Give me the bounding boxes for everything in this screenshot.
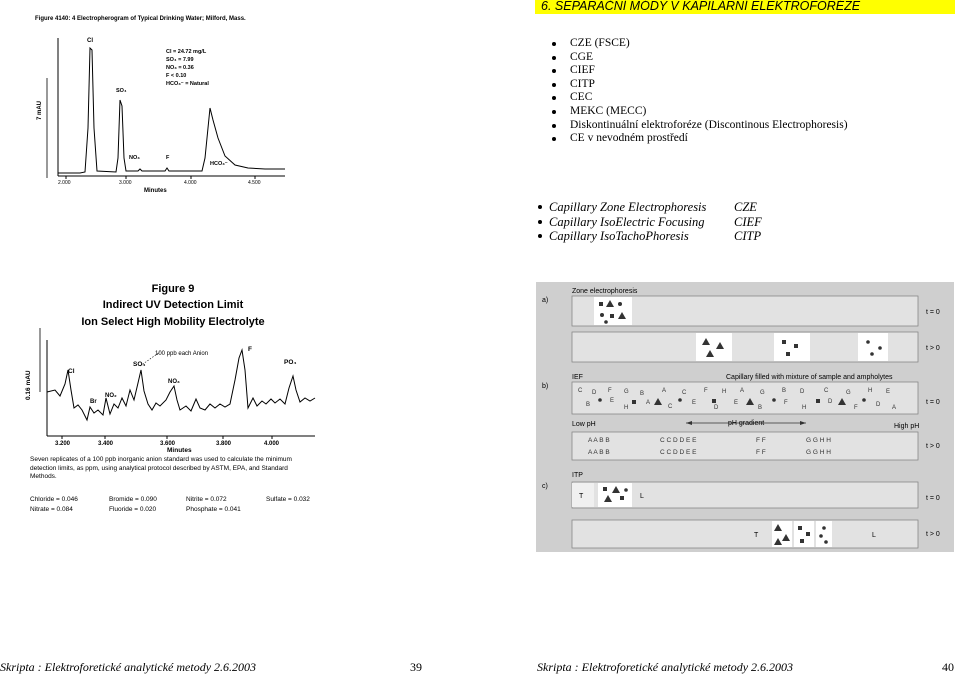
figure9-peak-no3: NO₃: [168, 379, 180, 385]
svg-text:E: E: [692, 400, 697, 406]
mode-item: CGE: [552, 51, 848, 65]
capillary-name: Capillary IsoElectric Focusing: [549, 214, 705, 229]
svg-text:D: D: [800, 389, 805, 395]
mode-item: CZE (FSCE): [552, 37, 848, 51]
modes-diagram-svg: [536, 282, 954, 552]
figure9-tick-0: 3.200: [55, 441, 71, 447]
figure1-legend-2: NO₃ = 0.36: [166, 65, 194, 71]
diagram-b-caption: Capillary filled with mixture of sample and ampholytes: [726, 374, 893, 381]
limit-value: Nitrate = 0.084: [30, 506, 73, 513]
diagram-a-title: Zone electrophoresis: [572, 288, 638, 295]
svg-text:C C D D E E: C C D D E E: [660, 449, 697, 456]
svg-text:G: G: [760, 390, 765, 396]
diagram-c-l-end: L: [872, 532, 876, 539]
figure9-peak-br: Br: [90, 399, 97, 405]
capillary-abbr: CITP: [734, 229, 762, 244]
svg-text:D: D: [714, 405, 719, 411]
figure9-limits-row-1: [30, 496, 310, 503]
mode-item: CIEF: [552, 64, 848, 78]
diagram-ph-gradient: pH gradient: [728, 420, 765, 427]
diagram-a-label: a): [542, 297, 549, 304]
electropherogram-1: [30, 8, 290, 196]
limit-value: Chloride = 0.046: [30, 496, 78, 503]
svg-text:D: D: [876, 402, 881, 408]
diagram-c-l-start: L: [640, 493, 644, 500]
limit-value: Bromide = 0.090: [109, 496, 157, 503]
svg-text:C: C: [668, 404, 673, 410]
svg-text:G G H H: G G H H: [806, 437, 831, 444]
diagram-c-t-end: T: [754, 532, 759, 539]
figure-drinking-water: [30, 8, 290, 196]
capillary-methods: [537, 200, 762, 244]
mode-item: CEC: [552, 91, 848, 105]
figure1-peak-so4: SO₄: [116, 88, 127, 94]
figure9-peak-so4: SO₄: [133, 361, 146, 368]
diagram-t0-a: t = 0: [926, 309, 940, 316]
diagram-c-t-start: T: [579, 493, 584, 500]
figure1-tick-0: 2.000: [58, 180, 71, 186]
svg-text:D: D: [592, 390, 597, 396]
diagram-high-ph: High pH: [894, 423, 920, 430]
svg-text:C: C: [824, 388, 829, 394]
figure9-title-2: Indirect UV Detection Limit: [102, 299, 244, 311]
figure9-limits-row-2: [30, 506, 241, 513]
page-title: 6. SEPARAČNÍ MÓDY V KAPILÁRNÍ ELEKTROFORÉZE: [541, 0, 861, 13]
figure1-tick-1: 3.000: [119, 180, 132, 186]
svg-text:C: C: [578, 388, 583, 394]
diagram-t0-b: t = 0: [926, 399, 940, 406]
svg-text:D: D: [828, 399, 833, 405]
figure9-tick-3: 3.800: [216, 441, 232, 447]
svg-text:F: F: [608, 388, 612, 394]
capillary-row: [537, 229, 762, 244]
svg-text:F: F: [784, 400, 788, 406]
figure1-legend-3: F < 0.10: [166, 73, 187, 79]
figure1-peak-no3: NO₃: [129, 155, 140, 161]
limit-value: Sulfate = 0.032: [266, 496, 310, 503]
limit-value: Fluoride = 0.020: [109, 506, 157, 513]
figure1-tick-2: 4.000: [184, 180, 197, 186]
svg-text:H: H: [868, 388, 873, 394]
figure9-note: Seven replicates of a 100 ppb inorganic anion standard was used to calculate the minimum detection limits, as ppm, using analytical protocol described by ASTM, EPA, and Standard Methods.: [30, 456, 292, 480]
figure1-legend-4: HCO₃⁻ = Natural: [166, 81, 209, 87]
svg-text:B: B: [758, 405, 763, 411]
diagram-t0-c: t = 0: [926, 495, 940, 502]
figure9-peak-cl: Cl: [68, 368, 75, 375]
figure9-tick-1: 3.400: [98, 441, 114, 447]
figure1-title: Figure 4140: 4 Electropherogram of Typical Drinking Water; Milford, Mass.: [35, 16, 246, 22]
diagram-c-label: c): [542, 483, 548, 490]
figure9-title-1: Figure 9: [151, 283, 195, 295]
mode-item: CITP: [552, 78, 848, 92]
svg-text:A A B B: A A B B: [588, 437, 610, 444]
footer-right-page: 40: [942, 660, 954, 674]
figure1-xlabel: Minutes: [144, 188, 167, 194]
svg-text:E: E: [734, 400, 739, 406]
capillary-row: [537, 200, 762, 215]
mode-item: MEKC (MECC): [552, 105, 848, 119]
diagram-c-title: ITP: [572, 472, 583, 479]
figure1-legend-0: Cl = 24.72 mg/L: [166, 49, 207, 55]
footer-right-text: Skripta : Elektroforetické analytické metody 2.6.2003: [537, 660, 794, 674]
figure1-peak-f: F: [166, 155, 170, 161]
svg-text:E: E: [886, 389, 891, 395]
figure-9: [10, 280, 330, 520]
electropherogram-9: [10, 280, 330, 520]
figure1-tick-3: 4.500: [248, 180, 261, 186]
page-title-bar: [535, 0, 955, 14]
svg-text:A: A: [740, 388, 745, 394]
svg-text:A: A: [892, 405, 897, 411]
footer-left-text: Skripta : Elektroforetické analytické metody 2.6.2003: [0, 660, 257, 674]
diagram-b-title: IEF: [572, 374, 583, 381]
diagram-tgt0-c: t > 0: [926, 531, 940, 538]
figure1-legend-1: SO₄ = 7.99: [166, 57, 194, 63]
svg-text:F: F: [854, 405, 858, 411]
figure9-tick-2: 3.600: [160, 441, 176, 447]
svg-text:A A B B: A A B B: [588, 449, 610, 456]
svg-text:C C D D E E: C C D D E E: [660, 437, 697, 444]
svg-text:H: H: [624, 405, 629, 411]
figure9-xlabel: Minutes: [167, 447, 192, 454]
figure9-ylabel: 0.16 mAU: [25, 370, 32, 400]
capillary-abbr: CIEF: [734, 214, 762, 229]
figure9-annotation: 100 ppb each Anion: [155, 351, 209, 357]
mode-item: Diskontinuální elektroforéze (Discontinous Electrophoresis): [552, 119, 848, 133]
svg-text:H: H: [722, 389, 727, 395]
svg-text:E: E: [610, 398, 615, 404]
svg-text:C: C: [682, 390, 687, 396]
figure9-peak-no2: NO₂: [105, 393, 117, 399]
svg-text:F F: F F: [756, 437, 766, 444]
diagram-b-label: b): [542, 383, 549, 390]
mode-item: CE v nevodném prostředí: [552, 132, 848, 146]
limit-value: Phosphate = 0.041: [186, 506, 241, 513]
svg-text:A: A: [646, 400, 651, 406]
figure1-peak-hco3: HCO₃⁻: [210, 161, 228, 167]
diagram-low-ph: Low pH: [572, 421, 596, 428]
capillary-row: [537, 215, 762, 230]
figure1-peak-cl: Cl: [87, 38, 93, 44]
svg-text:F: F: [704, 388, 708, 394]
diagram-tgt0-a: t > 0: [926, 345, 940, 352]
figure9-tick-4: 4.000: [264, 441, 280, 447]
figure1-ylabel: 7 mAU: [37, 100, 43, 120]
svg-text:B: B: [640, 391, 645, 397]
svg-text:B: B: [586, 402, 591, 408]
svg-text:A: A: [662, 388, 667, 394]
svg-text:H: H: [802, 405, 807, 411]
svg-text:G G H H: G G H H: [806, 449, 831, 456]
limit-value: Nitrite = 0.072: [186, 496, 227, 503]
capillary-name: Capillary Zone Electrophoresis: [549, 200, 707, 214]
separation-modes-list: [552, 37, 848, 146]
capillary-name: Capillary IsoTachoPhoresis: [549, 229, 689, 244]
footer-left-page: 39: [410, 660, 422, 674]
capillary-abbr: CZE: [734, 200, 757, 214]
figure9-peak-f: F: [248, 346, 252, 353]
svg-text:G: G: [846, 390, 851, 396]
separation-modes-diagram: [536, 282, 954, 552]
figure9-peak-po4: PO₄: [284, 359, 297, 366]
diagram-tgt0-b: t > 0: [926, 443, 940, 450]
svg-text:G: G: [624, 389, 629, 395]
figure9-title-3: Ion Select High Mobility Electrolyte: [81, 316, 265, 328]
svg-text:F F: F F: [756, 449, 766, 456]
svg-text:B: B: [782, 388, 787, 394]
